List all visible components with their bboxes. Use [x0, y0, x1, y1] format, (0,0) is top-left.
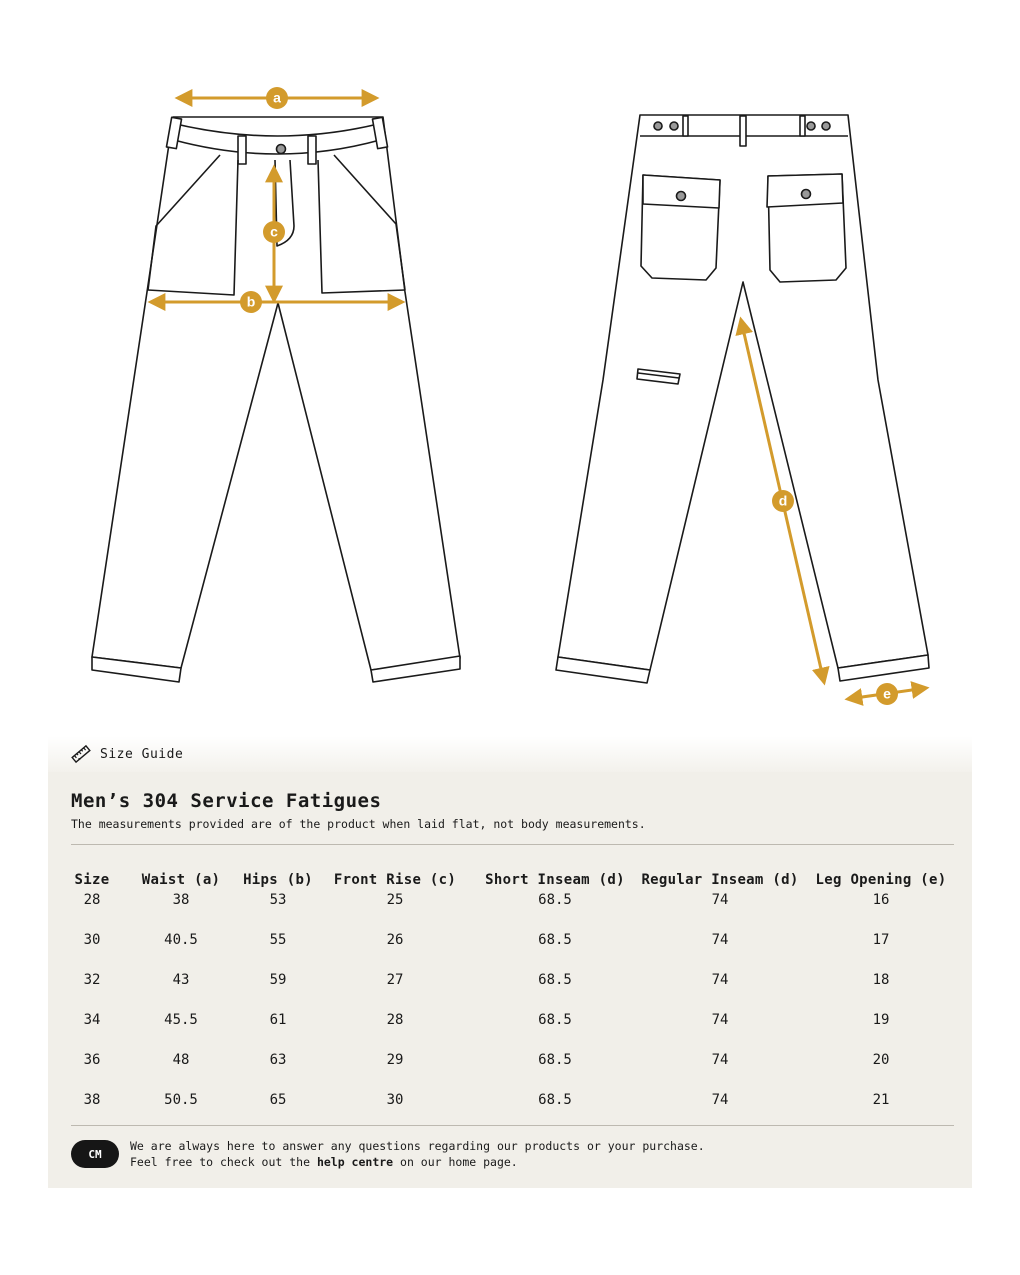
help-line-2-start: Feel free to check out the — [130, 1155, 317, 1169]
table-cell: 43 — [172, 972, 190, 988]
table-cell: 19 — [872, 1012, 890, 1028]
divider — [71, 844, 954, 845]
table-cell: 50.5 — [164, 1092, 198, 1108]
measurement-label-d — [772, 490, 794, 512]
svg-text:a: a — [273, 89, 281, 106]
column-header-front-rise: Front Rise (c) — [333, 872, 457, 888]
table-cell: 74 — [711, 892, 729, 908]
table-cell: 74 — [711, 932, 729, 948]
size-guide-header — [48, 736, 972, 772]
front-view-trousers — [92, 117, 460, 682]
table-cell: 59 — [269, 972, 287, 988]
table-cell: 18 — [872, 972, 890, 988]
table-cell: 74 — [711, 972, 729, 988]
column-header-waist: Waist (a) — [141, 872, 221, 888]
table-cell: 36 — [83, 1052, 101, 1068]
table-cell: 55 — [269, 932, 287, 948]
table-cell: 74 — [711, 1052, 729, 1068]
table-row — [64, 970, 956, 1010]
table-cell: 30 — [386, 1092, 404, 1108]
table-cell: 25 — [386, 892, 404, 908]
size-table — [64, 870, 956, 1130]
table-cell: 68.5 — [538, 1092, 572, 1108]
size-guide-panel — [48, 772, 972, 1188]
column-header-leg-opening: Leg Opening (e) — [815, 872, 947, 888]
measurement-label-a — [266, 87, 288, 109]
table-cell: 61 — [269, 1012, 287, 1028]
table-cell: 45.5 — [164, 1012, 198, 1028]
table-cell: 53 — [269, 892, 287, 908]
table-cell: 17 — [872, 932, 890, 948]
table-row — [64, 1010, 956, 1050]
ruler-icon — [70, 743, 92, 765]
table-cell: 68.5 — [538, 1012, 572, 1028]
column-header-short-inseam: Short Inseam (d) — [485, 872, 625, 888]
table-cell: 34 — [83, 1012, 101, 1028]
table-cell: 63 — [269, 1052, 287, 1068]
table-cell: 29 — [386, 1052, 404, 1068]
unit-toggle-button[interactable]: CM — [71, 1140, 119, 1168]
column-header-hips: Hips (b) — [243, 872, 313, 888]
back-view-trousers — [556, 115, 929, 683]
measurement-label-c — [263, 221, 285, 243]
table-row — [64, 1050, 956, 1090]
help-centre-link[interactable]: help centre — [316, 1155, 394, 1169]
table-header-row — [64, 870, 956, 890]
table-cell: 38 — [172, 892, 190, 908]
table-cell: 65 — [269, 1092, 287, 1108]
table-cell: 20 — [872, 1052, 890, 1068]
column-header-regular-inseam: Regular Inseam (d) — [641, 872, 799, 888]
measurement-label-e — [876, 683, 898, 705]
product-title: Men’s 304 Service Fatigues — [71, 790, 382, 812]
size-guide-label: Size Guide — [100, 746, 184, 762]
help-line-1: We are always here to answer any questions regarding our products or your purchase. — [130, 1139, 705, 1153]
column-header-size: Size — [74, 872, 110, 888]
table-cell: 16 — [872, 892, 890, 908]
table-cell: 21 — [872, 1092, 890, 1108]
table-cell: 68.5 — [538, 1052, 572, 1068]
help-line-2-end: on our home page. — [393, 1155, 518, 1169]
divider — [71, 1125, 954, 1126]
table-cell: 68.5 — [538, 892, 572, 908]
svg-text:c: c — [270, 223, 278, 240]
table-cell: 28 — [83, 892, 101, 908]
table-cell: 68.5 — [538, 972, 572, 988]
table-cell: 68.5 — [538, 932, 572, 948]
measurement-label-b — [240, 291, 262, 313]
table-row — [64, 1090, 956, 1130]
help-message — [130, 1138, 705, 1170]
table-row — [64, 930, 956, 970]
table-cell: 48 — [172, 1052, 190, 1068]
help-footer — [71, 1138, 705, 1170]
svg-text:e: e — [883, 685, 891, 702]
table-cell: 26 — [386, 932, 404, 948]
help-line-2 — [130, 1154, 705, 1170]
measurement-note: The measurements provided are of the product when laid flat, not body measurements. — [71, 817, 646, 831]
table-cell: 38 — [83, 1092, 101, 1108]
svg-text:b: b — [246, 293, 256, 310]
table-cell: 40.5 — [164, 932, 198, 948]
table-cell: 27 — [386, 972, 404, 988]
table-cell: 30 — [83, 932, 101, 948]
table-row — [64, 890, 956, 930]
table-cell: 28 — [386, 1012, 404, 1028]
svg-text:d: d — [778, 492, 788, 509]
table-cell: 32 — [83, 972, 101, 988]
table-cell: 74 — [711, 1092, 729, 1108]
table-cell: 74 — [711, 1012, 729, 1028]
